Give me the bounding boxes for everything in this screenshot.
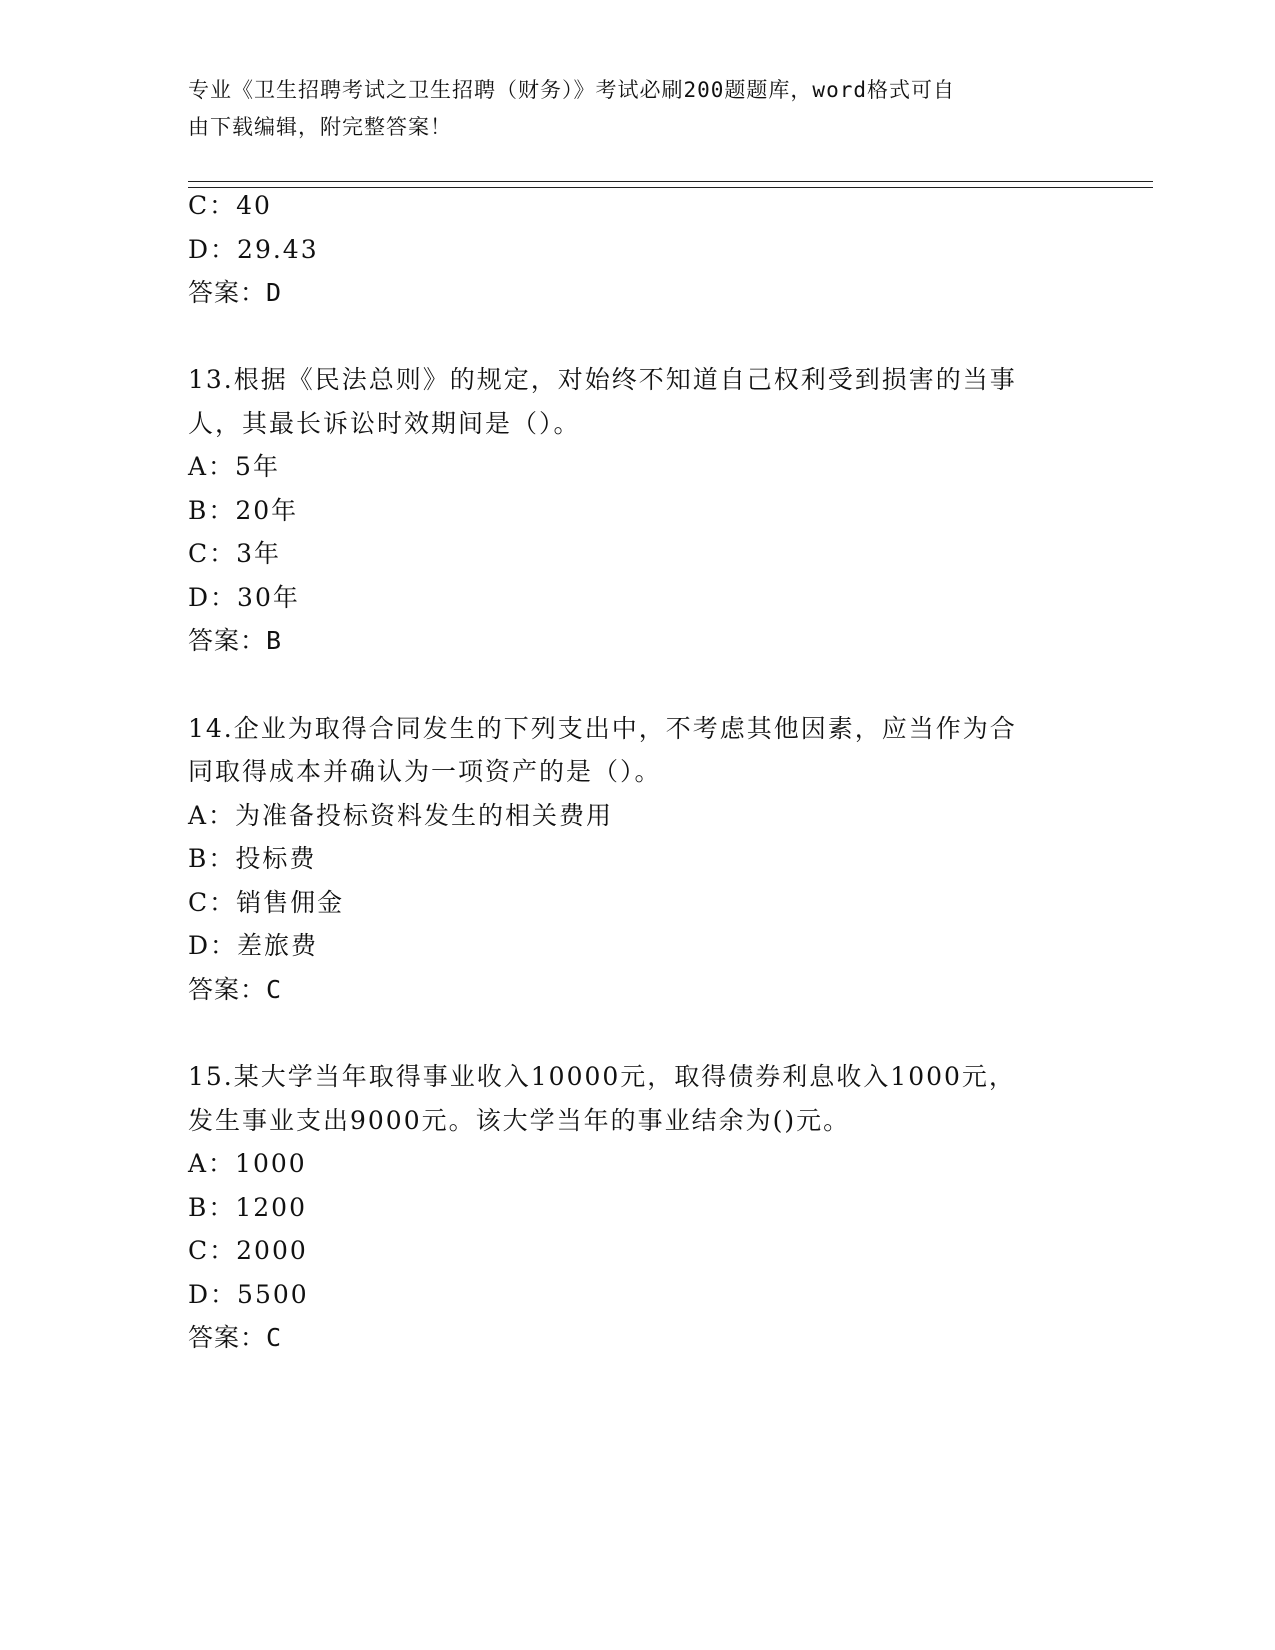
- option-d: D：29.43: [188, 235, 319, 264]
- option-b: B：20年: [188, 496, 299, 525]
- option-c: C：销售佣金: [188, 888, 345, 917]
- answer-line: 答案：D: [188, 278, 283, 307]
- header-text-line-1: 专业《卫生招聘考试之卫生招聘（财务）》考试必刷200题题库，word格式可自: [188, 78, 955, 102]
- option-a: A：为准备投标资料发生的相关费用: [188, 801, 614, 830]
- option-c: C：2000: [188, 1236, 308, 1265]
- option-d: D：5500: [188, 1280, 309, 1309]
- question-stem-15-cont: 发生事业支出9000元。该大学当年的事业结余为()元。: [188, 1106, 851, 1135]
- option-c: C：3年: [188, 539, 282, 568]
- document-header: [188, 72, 1068, 146]
- question-stem-13: 13.根据《民法总则》的规定，对始终不知道自己权利受到损害的当事: [188, 365, 1017, 394]
- option-a: A：5年: [188, 452, 280, 481]
- question-stem-13-cont: 人，其最长诉讼时效期间是（）。: [188, 409, 581, 438]
- option-d: D：30年: [188, 583, 300, 612]
- option-b: B：投标费: [188, 844, 317, 873]
- header-text-line-2: 由下载编辑，附完整答案！: [188, 115, 452, 139]
- option-b: B：1200: [188, 1193, 307, 1222]
- option-d: D：差旅费: [188, 931, 319, 960]
- option-c: C：40: [188, 191, 272, 220]
- answer-line: 答案：B: [188, 626, 283, 655]
- question-stem-14-cont: 同取得成本并确认为一项资产的是（）。: [188, 757, 662, 786]
- answer-line: 答案：C: [188, 1323, 283, 1352]
- question-stem-14: 14.企业为取得合同发生的下列支出中，不考虑其他因素，应当作为合: [188, 714, 1017, 743]
- option-a: A：1000: [188, 1149, 307, 1178]
- header-double-rule: [188, 181, 1153, 188]
- question-stem-15: 15.某大学当年取得事业收入10000元，取得债券利息收入1000元，: [188, 1062, 1016, 1091]
- answer-line: 答案：C: [188, 975, 283, 1004]
